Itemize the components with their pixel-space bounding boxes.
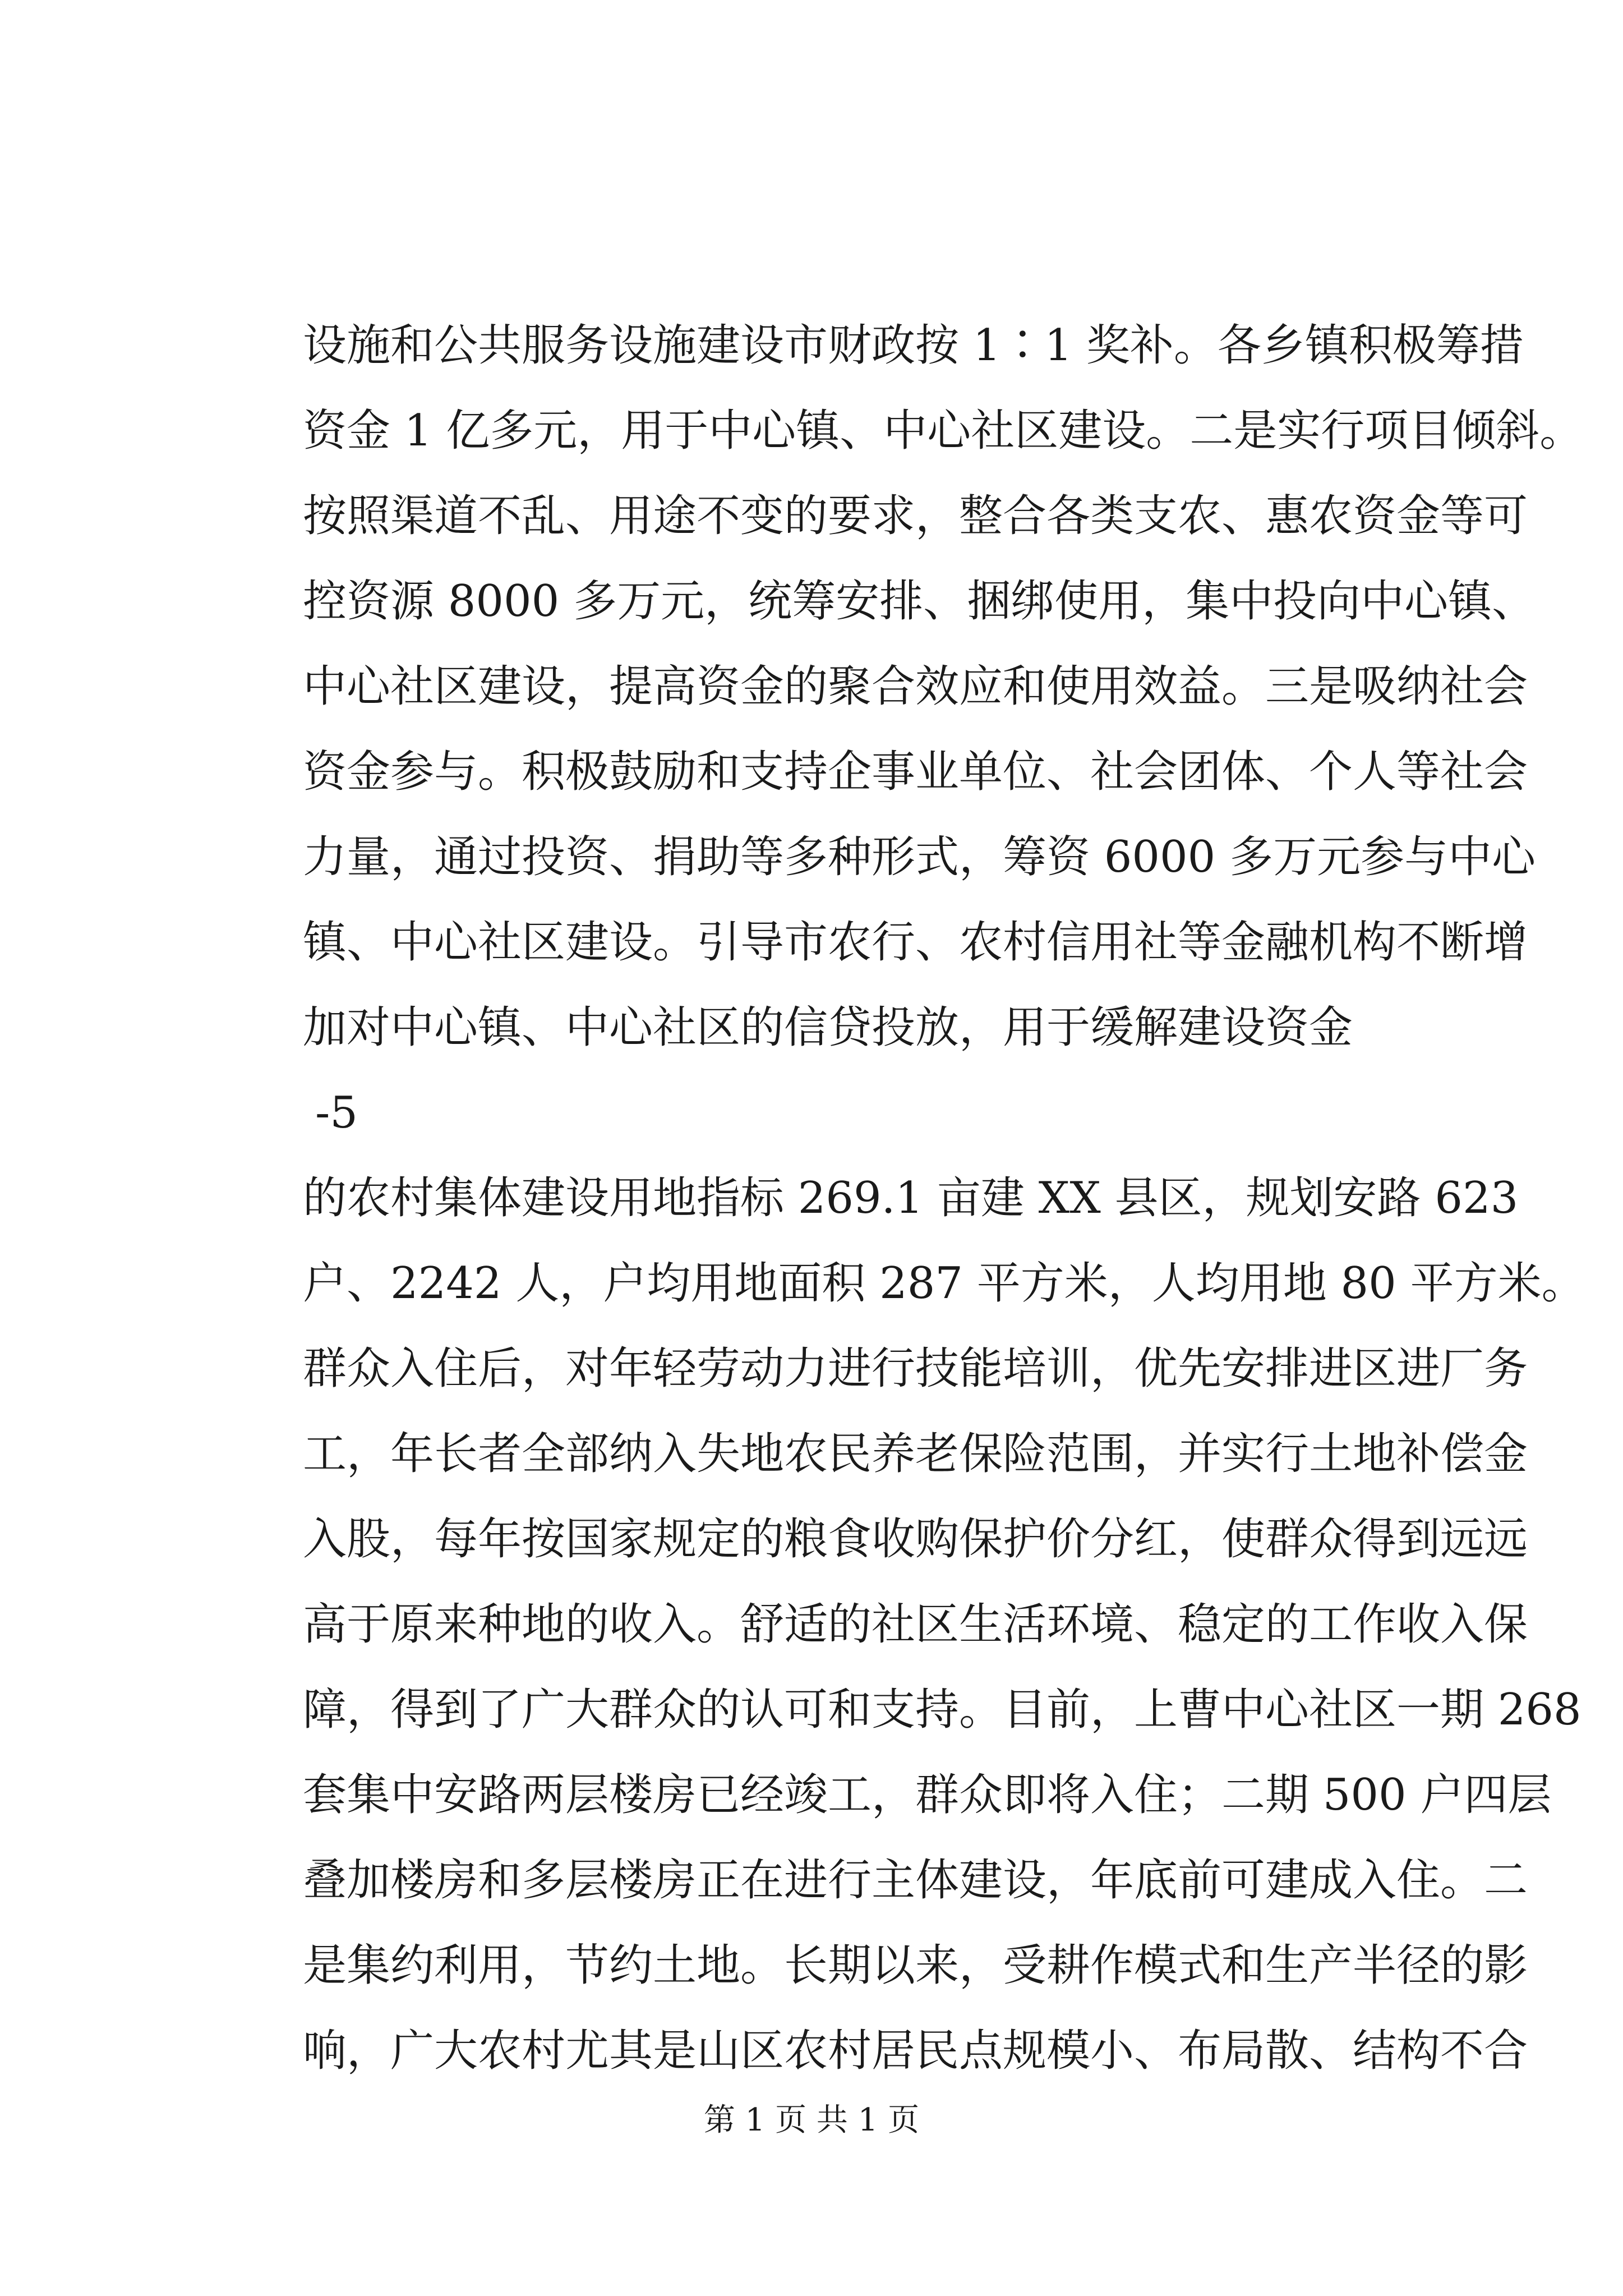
body-text	[303, 303, 1585, 2093]
page-footer: 第 1 页 共 1 页	[703, 2102, 920, 2138]
text-line: 中心社区建设，提高资金的聚合效应和使用效益。三是吸纳社会	[303, 661, 1528, 712]
text-line: 按照渠道不乱、用途不变的要求，整合各类支农、惠农资金等可	[303, 491, 1528, 541]
text-line: 是集约利用，节约土地。长期以来，受耕作模式和生产半径的影	[303, 1940, 1528, 1991]
text-line: 的农村集体建设用地指标 269.1 亩建 XX 县区，规划安路 623	[303, 1173, 1519, 1223]
text-line: 入股，每年按国家规定的粮食收购保护价分红，使群众得到远远	[303, 1514, 1528, 1565]
text-line: 叠加楼房和多层楼房正在进行主体建设，年底前可建成入住。二	[303, 1855, 1528, 1906]
text-line: 资金参与。积极鼓励和支持企事业单位、社会团体、个人等社会	[303, 747, 1528, 797]
text-line: 套集中安路两层楼房已经竣工，群众即将入住；二期 500 户四层	[303, 1770, 1552, 1820]
text-line: 力量，通过投资、捐助等多种形式，筹资 6000 多万元参与中心	[303, 832, 1536, 882]
text-line: 群众入住后，对年轻劳动力进行技能培训，优先安排进区进厂务	[303, 1343, 1528, 1394]
text-line: 响，广大农村尤其是山区农村居民点规模小、布局散、结构不合	[303, 2026, 1528, 2076]
text-line: 工，年长者全部纳入失地农民养老保险范围，并实行土地补偿金	[303, 1429, 1528, 1479]
text-line: 障，得到了广大群众的认可和支持。目前，上曹中心社区一期 268	[303, 1685, 1581, 1735]
text-line: 加对中心镇、中心社区的信贷投放，用于缓解建设资金	[303, 1002, 1353, 1053]
text-line: 高于原来种地的收入。舒适的社区生活环境、稳定的工作收入保	[303, 1599, 1528, 1650]
text-line: 控资源 8000 多万元，统筹安排、捆绑使用，集中投向中心镇、	[303, 576, 1536, 627]
text-line: 资金 1 亿多元，用于中心镇、中心社区建设。二是实行项目倾斜。	[303, 406, 1584, 456]
text-line: 镇、中心社区建设。引导市农行、农村信用社等金融机构不断增	[303, 917, 1528, 968]
text-line: 户、2242 人，户均用地面积 287 平方米，人均用地 80 平方米。	[303, 1258, 1585, 1309]
text-line: 设施和公共服务设施建设市财政按 1∶1 奖补。各乡镇积极筹措	[303, 320, 1524, 371]
page-marker: -5	[315, 1088, 358, 1138]
